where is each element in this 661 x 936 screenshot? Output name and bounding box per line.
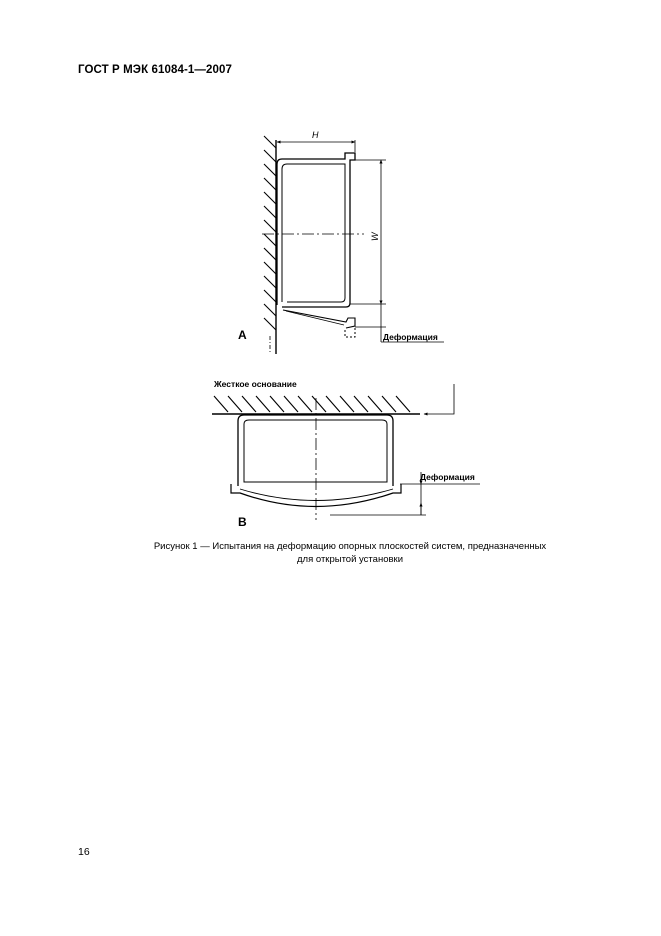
tray-b-deformed-inner — [240, 489, 393, 501]
rigid-base-hatching — [214, 396, 410, 412]
page-header: ГОСТ Р МЭК 61084-1—2007 — [78, 64, 232, 76]
tray-inner — [282, 164, 345, 302]
wall-hatching — [264, 136, 276, 330]
deformed-lip-inner — [286, 311, 344, 325]
view-a-label: A — [238, 328, 247, 342]
tray-b-outline — [238, 415, 393, 486]
tray-b-inner — [244, 420, 387, 482]
caption-line-2: для открытой установки — [297, 554, 403, 565]
view-b-diagram — [212, 379, 480, 529]
caption-line-1: Рисунок 1 — Испытания на деформацию опорных плоскостей систем, предназначенных — [153, 541, 547, 552]
base-pointer — [424, 384, 454, 414]
deformation-label-a: Деформация — [383, 332, 438, 342]
dimension-w-label: W — [370, 232, 380, 241]
rigid-base-label: Жесткое основание — [214, 379, 297, 389]
page-number: 16 — [78, 846, 90, 858]
view-a-diagram — [238, 130, 444, 354]
figure-caption — [80, 540, 620, 566]
dashed-original — [345, 328, 355, 337]
deformation-label-b: Деформация — [420, 472, 475, 482]
view-b-label: B — [238, 515, 247, 529]
tray-outline — [277, 153, 355, 307]
dimension-h-label: H — [312, 130, 319, 140]
